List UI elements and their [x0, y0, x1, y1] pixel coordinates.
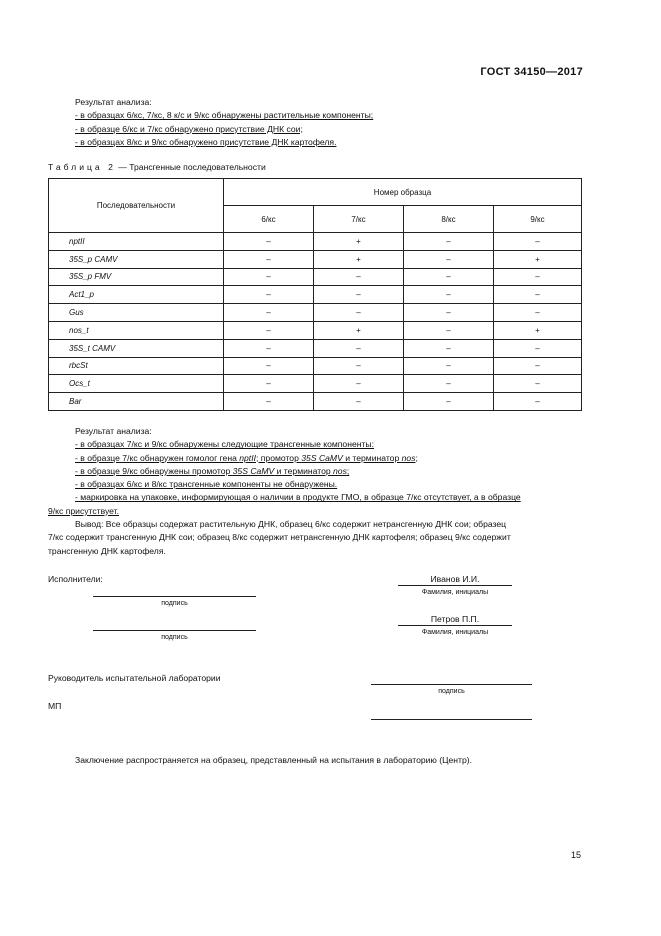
standard-header: ГОСТ 34150—2017 — [480, 66, 583, 78]
result-cell: – — [494, 233, 582, 251]
table-row — [49, 321, 582, 339]
result-cell: – — [494, 393, 582, 411]
result-cell: – — [314, 286, 404, 304]
text-run: 35S CaMV — [301, 452, 343, 463]
result-cell: + — [314, 250, 404, 268]
name-caption: Фамилия, инициалы — [421, 589, 489, 596]
result-cell: – — [404, 357, 494, 375]
table-caption-number: Таблица 2 — [48, 162, 116, 172]
table-row — [49, 304, 582, 322]
result-cell: – — [314, 339, 404, 357]
result-cell: – — [224, 286, 314, 304]
sample-header: 7/кс — [314, 206, 404, 233]
sequence-name: Bar — [49, 393, 224, 411]
result-cell: – — [404, 339, 494, 357]
result-cell: + — [494, 321, 582, 339]
conclusion-note: Заключение распространяется на образец, представленный на испытания в лабораторию (Центр). — [75, 755, 472, 765]
performer-1-name: Иванов И.И. — [430, 574, 480, 584]
result-1-title: Результат анализа: — [75, 97, 152, 107]
name-line — [398, 625, 512, 626]
table-row — [49, 268, 582, 286]
text-run: nos — [333, 465, 347, 476]
result-1-item: - в образцах 6/кс, 7/кс, 8 к/с и 9/кс обнаружены растительные компоненты; — [75, 110, 374, 121]
result-2-item-cont: 9/кс присутствует. — [48, 505, 120, 516]
result-cell: – — [404, 304, 494, 322]
result-cell: – — [494, 304, 582, 322]
stamp-line — [371, 719, 532, 720]
column-header-sample-number: Номер образца — [224, 179, 582, 206]
analysis-result-2 — [48, 425, 582, 558]
analysis-result-1 — [75, 96, 373, 149]
result-2-item: - в образцах 6/кс и 8/кс трансгенные компоненты не обнаружены. — [75, 479, 338, 490]
result-cell: – — [224, 268, 314, 286]
result-cell: + — [314, 233, 404, 251]
result-2-item: - в образцах 7/кс и 9/кс обнаружены следующие трансгенные компоненты: — [75, 439, 374, 450]
table-row — [49, 357, 582, 375]
conclusion-line: трансгенную ДНК картофеля. — [48, 545, 166, 556]
signature-line — [371, 684, 532, 685]
result-2-title: Результат анализа: — [75, 426, 152, 436]
sequence-name: rbcSt — [49, 357, 224, 375]
result-cell: – — [494, 357, 582, 375]
name-line — [398, 585, 512, 586]
table-row — [49, 233, 582, 251]
result-2-item: - маркировка на упаковке, информирующая о наличии в продукте ГМО, в образце 7/кс отсутствует, а в образце — [75, 492, 521, 503]
table-row — [49, 250, 582, 268]
text-run: и терминатор — [274, 465, 334, 476]
table-caption — [48, 162, 266, 172]
sequence-name: nos_t — [49, 321, 224, 339]
result-cell: – — [224, 339, 314, 357]
result-1-item: - в образце 6/кс и 7/кс обнаружено присутствие ДНК сои; — [75, 123, 303, 134]
signature-caption: подпись — [161, 634, 188, 641]
result-cell: + — [314, 321, 404, 339]
signature-line — [93, 596, 256, 597]
text-run: ; — [415, 452, 418, 463]
sequence-name: Gus — [49, 304, 224, 322]
column-header-sequences: Последовательности — [49, 179, 224, 233]
result-cell: – — [224, 375, 314, 393]
result-cell: – — [224, 233, 314, 251]
result-cell: – — [224, 393, 314, 411]
signature-caption: подпись — [161, 600, 188, 607]
result-cell: – — [404, 233, 494, 251]
page-number: 15 — [570, 850, 581, 860]
result-cell: – — [314, 304, 404, 322]
sample-header: 6/кс — [224, 206, 314, 233]
result-cell: – — [404, 250, 494, 268]
result-cell: – — [224, 357, 314, 375]
result-2-item — [48, 452, 582, 465]
table-row — [49, 375, 582, 393]
result-cell: – — [404, 286, 494, 304]
text-run: и терминатор — [342, 452, 402, 463]
result-cell: – — [494, 339, 582, 357]
result-cell: – — [494, 286, 582, 304]
text-run: - в образце 7/кс обнаружен гомолог гена — [75, 452, 240, 463]
signature-caption: подпись — [438, 688, 465, 695]
sample-header: 9/кс — [494, 206, 582, 233]
signature-line — [93, 630, 256, 631]
result-cell: – — [404, 375, 494, 393]
performer-2-name: Петров П.П. — [430, 614, 480, 624]
table-row — [49, 339, 582, 357]
text-run: - в образце 9/кс обнаружены промотор — [75, 465, 233, 476]
text-run: 35S CaMV — [232, 465, 275, 476]
lab-head-label: Руководитель испытательной лаборатории — [48, 673, 221, 683]
result-cell: – — [314, 393, 404, 411]
result-cell: – — [494, 375, 582, 393]
result-cell: – — [404, 321, 494, 339]
text-run: nptII — [239, 452, 256, 463]
result-cell: + — [494, 250, 582, 268]
stamp-label: МП — [48, 701, 62, 711]
sequence-name: 35S_t CAMV — [49, 339, 224, 357]
result-cell: – — [314, 375, 404, 393]
result-cell: – — [314, 357, 404, 375]
table-caption-title: — Трансгенные последовательности — [115, 162, 266, 172]
result-cell: – — [494, 268, 582, 286]
table-row — [49, 286, 582, 304]
conclusion-line: Вывод: Все образцы содержат растительную ДНК, образец 6/кс содержит нетрансгенную ДНК сои; образец — [75, 519, 507, 530]
sequence-name: Act1_p — [49, 286, 224, 304]
table-row — [49, 393, 582, 411]
result-2-item — [48, 465, 582, 478]
sequence-name: nptII — [49, 233, 224, 251]
result-cell: – — [314, 268, 404, 286]
result-cell: – — [404, 268, 494, 286]
text-run: ; промотор — [255, 452, 302, 463]
result-1-item: - в образцах 8/кс и 9/кс обнаружено присутствие ДНК картофеля. — [75, 136, 337, 147]
performers-label: Исполнители: — [48, 574, 103, 584]
sequence-name: 35S_p CAMV — [49, 250, 224, 268]
result-cell: – — [224, 321, 314, 339]
result-cell: – — [404, 393, 494, 411]
transgenic-sequences-table — [48, 178, 582, 411]
sequence-name: 35S_p FMV — [49, 268, 224, 286]
sample-header: 8/кс — [404, 206, 494, 233]
sequence-name: Ocs_t — [49, 375, 224, 393]
result-cell: – — [224, 304, 314, 322]
text-run: nos — [401, 452, 416, 463]
result-cell: – — [224, 250, 314, 268]
name-caption: Фамилия, инициалы — [421, 629, 489, 636]
text-run: ; — [346, 465, 350, 476]
conclusion-line: 7/кс содержит трансгенную ДНК сои; образец 8/кс содержит нетрансгенную ДНК картофеля; образец 9/кс содержит — [48, 532, 511, 543]
